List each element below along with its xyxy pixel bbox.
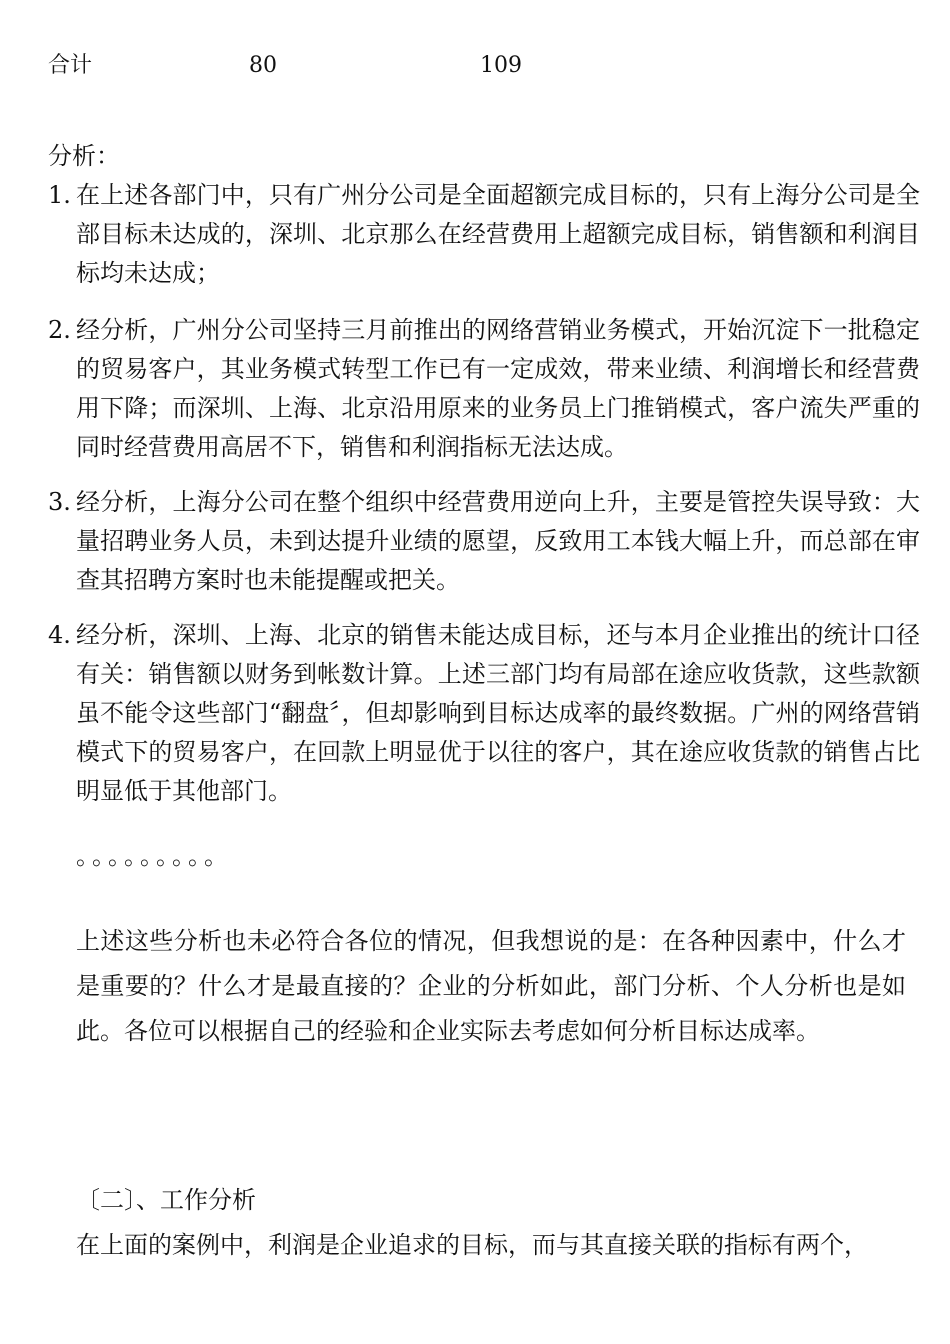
- analysis-item-1: [48, 176, 920, 293]
- analysis-item-4: [48, 616, 920, 811]
- analysis-item-2: [48, 311, 920, 467]
- analysis-item-number: 4.: [48, 621, 71, 649]
- total-value-2: 109: [480, 53, 522, 78]
- section-two-title: 〔二〕、工作分析: [76, 1186, 256, 1214]
- total-row: [48, 50, 748, 82]
- analysis-item-number: 2.: [48, 316, 71, 344]
- closing-paragraph: 上述这些分析也未必符合各位的情况，但我想说的是：在各种因素中，什么才是重要的？什么才是最直接的？企业的分析如此，部门分析、个人分析也是如此。各位可以根据自己的经验和企业实际去考虑如何分析目标达成率。: [76, 927, 906, 1045]
- analysis-item-text: 经分析，深圳、上海、北京的销售未能达成目标，还与本月企业推出的统计口径有关：销售额以财务到帐数计算。上述三部门均有局部在途应收货款，这些款额虽不能令这些部门“翻盘〞，但却影响到目标达成率的最终数据。广州的网络营销模式下的贸易客户，在回款上明显优于以往的客户，其在途应收货款的销售占比明显低于其他部门。: [76, 621, 920, 805]
- analysis-item-number: 1.: [48, 181, 71, 209]
- total-label: 合计: [48, 53, 93, 78]
- analysis-item-text: 经分析，上海分公司在整个组织中经营费用逆向上升，主要是管控失误导致：大量招聘业务人员，未到达提升业绩的愿望，反致用工本钱大幅上升，而总部在审查其招聘方案时也未能提醒或把关。: [76, 488, 920, 594]
- ellipsis-dots: 。。。。。。。。。: [76, 842, 232, 870]
- section-two-first-line: 在上面的案例中，利润是企业追求的目标，而与其直接关联的指标有两个，: [76, 1231, 868, 1259]
- total-value-1: 80: [249, 53, 277, 78]
- analysis-item-3: [48, 483, 920, 600]
- analysis-heading: 分析：: [48, 142, 120, 170]
- analysis-item-text: 在上述各部门中，只有广州分公司是全面超额完成目标的，只有上海分公司是全部目标未达成的，深圳、北京那么在经营费用上超额完成目标，销售额和利润目标均未达成；: [76, 181, 920, 287]
- analysis-item-text: 经分析，广州分公司坚持三月前推出的网络营销业务模式，开始沉淀下一批稳定的贸易客户，其业务模式转型工作已有一定成效，带来业绩、利润增长和经营费用下降；而深圳、上海、北京沿用原来的业务员上门推销模式，客户流失严重的同时经营费用高居不下，销售和利润指标无法达成。: [76, 316, 920, 461]
- analysis-item-number: 3.: [48, 488, 71, 516]
